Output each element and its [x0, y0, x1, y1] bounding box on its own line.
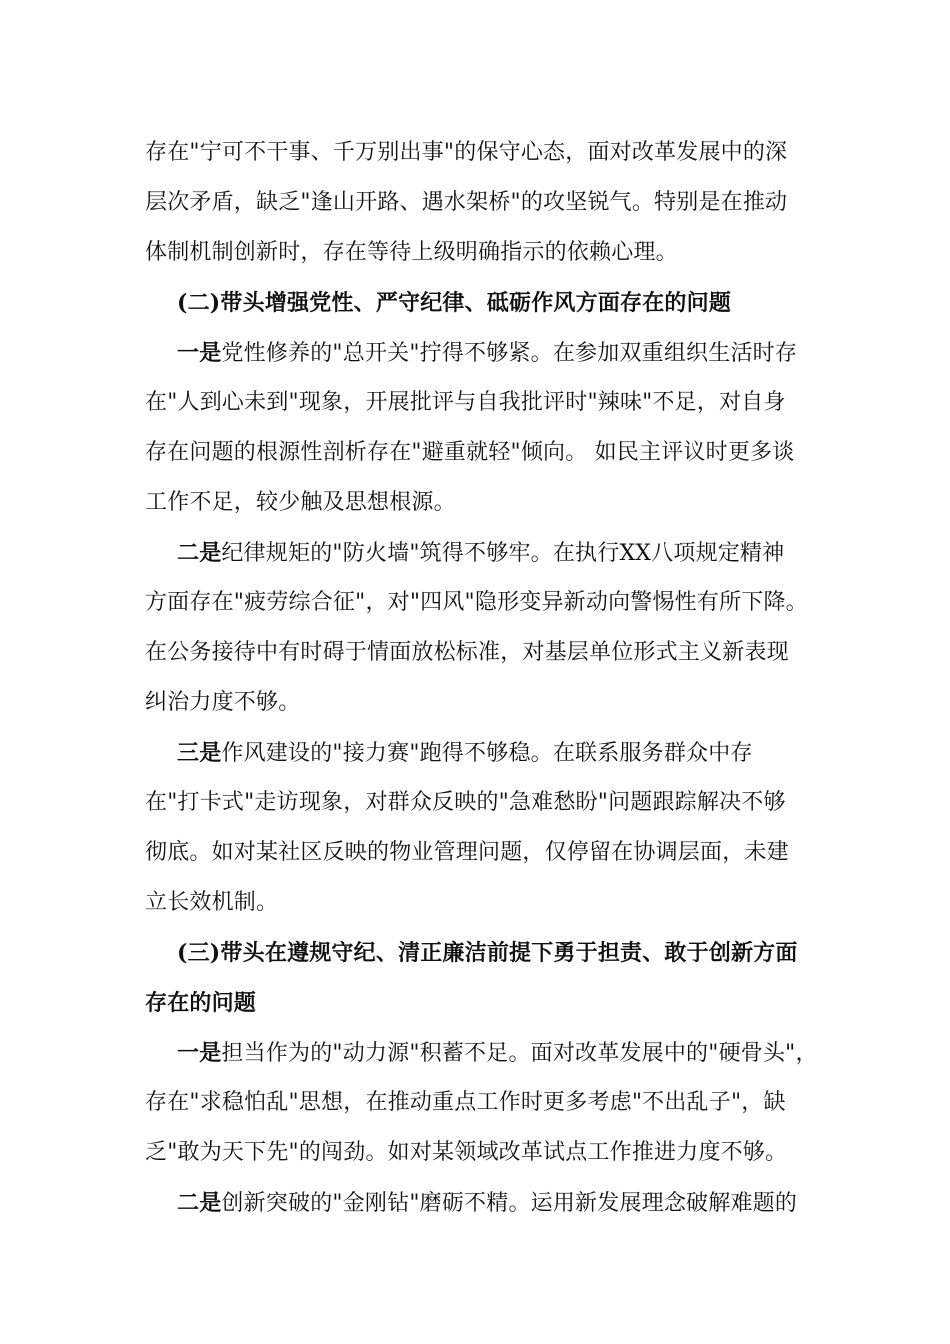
item-lead: 一是 [177, 1040, 222, 1066]
paragraph-line: 二是纪律规矩的"防火墙"筑得不够牢。在执行XX八项规定精神 [177, 540, 785, 566]
paragraph-line: 一是担当作为的"动力源"积蓄不足。面对改革发展中的"硬骨头"， [177, 1040, 818, 1066]
paragraph-line: 层次矛盾，缺乏"逢山开路、遇水架桥"的攻坚锐气。特别是在推动 [145, 190, 788, 215]
paragraph-line: 在公务接待中有时碍于情面放松标准，对基层单位形式主义新表现 [145, 640, 789, 665]
section-heading-3: (三)带头在遵规守纪、清正廉洁前提下勇于担责、敢于创新方面 [177, 940, 798, 966]
paragraph-line: 在"人到心未到"现象，开展批评与自我批评时"辣味"不足，对自身 [145, 390, 786, 415]
item-lead: 二是 [177, 540, 222, 566]
paragraph-line: 存在"求稳怕乱"思想，在推动重点工作时更多考虑"不出乱子"，缺 [145, 1090, 786, 1115]
item-lead: 三是 [177, 740, 222, 766]
item-lead: 二是 [177, 1190, 222, 1216]
section-heading-2: (二)带头增强党性、严守纪律、砥砺作风方面存在的问题 [177, 290, 732, 316]
section-heading-3-cont: 存在的问题 [145, 990, 257, 1016]
paragraph-line: 存在"宁可不干事、千万别出事"的保守心态，面对改革发展中的深 [145, 140, 788, 165]
paragraph-line: 二是创新突破的"金刚钻"磨砺不精。运用新发展理念破解难题的 [177, 1190, 798, 1216]
paragraph-line: 一是党性修养的"总开关"拧得不够紧。在参加双重组织生活时存 [177, 340, 798, 366]
paragraph-line: 纠治力度不够。 [145, 690, 301, 715]
paragraph-line: 在"打卡式"走访现象，对群众反映的"急难愁盼"问题跟踪解决不够 [145, 790, 786, 815]
paragraph-line: 方面存在"疲劳综合征"，对"四风"隐形变异新动向警惕性有所下降。 [145, 590, 808, 615]
item-lead: 一是 [177, 340, 222, 366]
paragraph-line: 彻底。如对某社区反映的物业管理问题，仅停留在协调层面，未建 [145, 840, 789, 865]
paragraph-line: 三是作风建设的"接力赛"跑得不够稳。在联系服务群众中存 [177, 740, 753, 766]
paragraph-line: 体制机制创新时，存在等待上级明确指示的依赖心理。 [145, 240, 678, 265]
paragraph-line: 立长效机制。 [145, 890, 279, 915]
paragraph-line: 工作不足，较少触及思想根源。 [145, 490, 456, 515]
paragraph-line: 存在问题的根源性剖析存在"避重就轻"倾向。 如民主评议时更多谈 [145, 440, 795, 465]
paragraph-line: 乏"敢为天下先"的闯劲。如对某领域改革试点工作推进力度不够。 [145, 1140, 788, 1165]
